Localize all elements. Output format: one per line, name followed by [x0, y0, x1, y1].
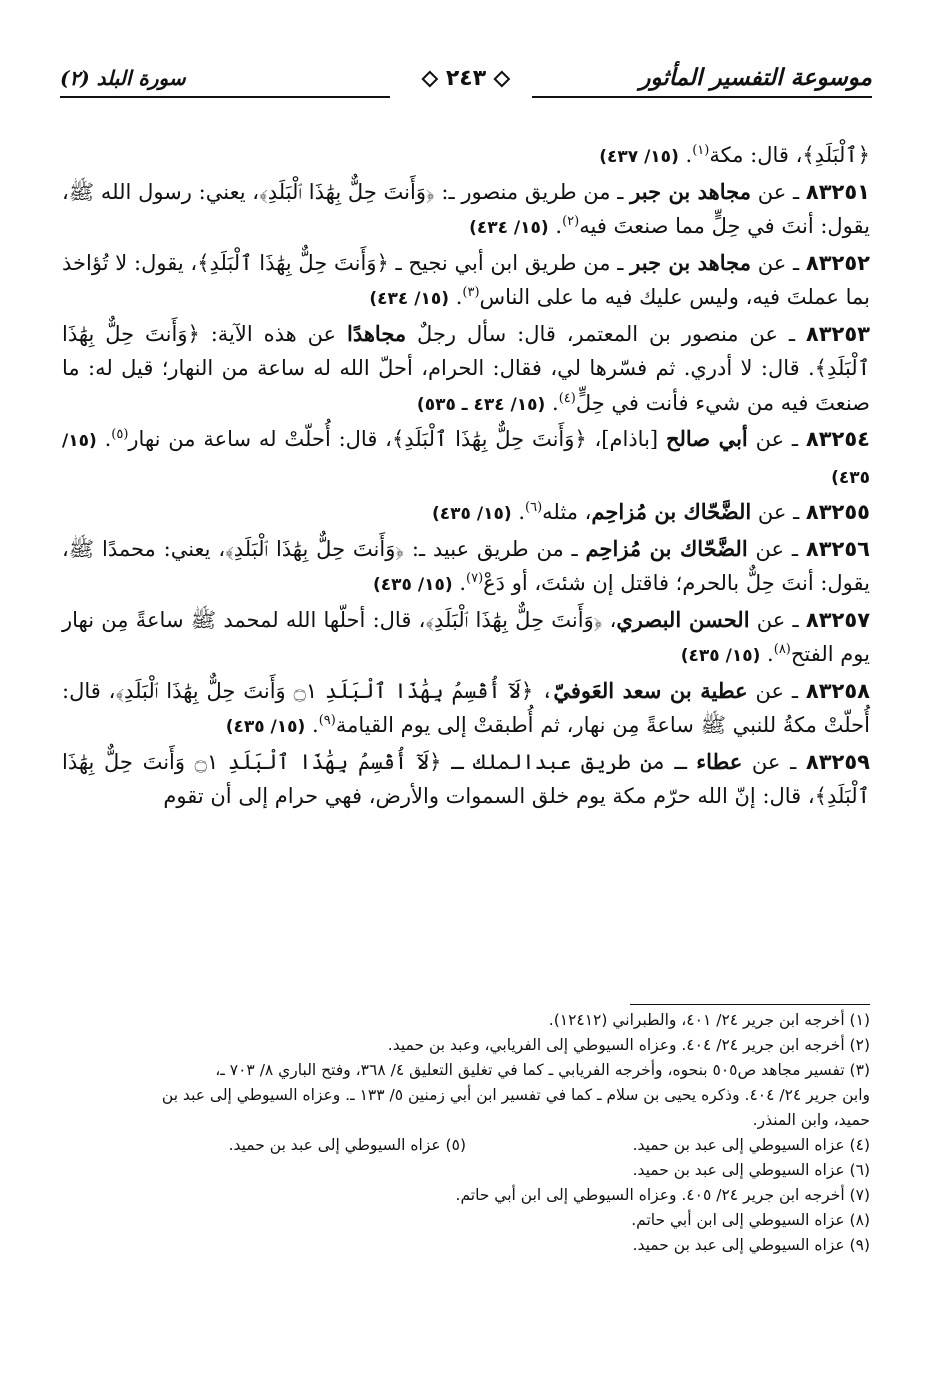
entry-text: ، ﴿لَآ أُقْسِمُ بِهَٰذَا ٱلْبَلَدِ ۝١ وَأَنتَ حِلٌّ بِهَٰذَا ٱلْبَلَدِ﴾، قال: أُحلّتْ مكةُ للنبي ﷺ ساعةً مِن نهار، ثم أُطبقتْ إلى يوم القيامة — [62, 678, 870, 737]
footnote-continuation: حميد، وابن المنذر. — [752, 1111, 870, 1129]
footnote-ref[interactable]: (٢) — [562, 214, 580, 229]
entry-number: ٨٣٢٥٤ — [805, 427, 870, 451]
entry-pre: ـ عن — [751, 749, 797, 774]
entry-tail: . — [685, 143, 693, 167]
footnote: (٩) عزاه السيوطي إلى عبد بن حميد. — [632, 1236, 870, 1254]
footnote-ref[interactable]: (٧) — [466, 571, 484, 586]
entry-number: ٨٣٢٥٦ — [805, 536, 870, 561]
footnote: (٢) أخرجه ابن جرير ٢٤/ ٤٠٤. وعزاه السيوطي إلى الفريابي، وعبد بن حميد. — [387, 1036, 870, 1054]
footnote: (٧) أخرجه ابن جرير ٢٤/ ٤٠٥. وعزاه السيوطي إلى ابن أبي حاتم. — [455, 1186, 870, 1204]
footnote-pair — [62, 1133, 870, 1158]
entry-number: ٨٣٢٥٢ — [805, 250, 870, 275]
entry-intro — [62, 138, 870, 175]
entry-author: الضَّحّاك بن مُزاحِم — [591, 499, 752, 524]
source-ref: (١٥/ ٤٣٥) — [62, 431, 870, 488]
entry-text: ، ﴿وَأَنتَ حِلٌّ بِهَٰذَا ٱلْبَلَدِ﴾، قال: أحلّها الله لمحمد ﷺ ساعةً مِن نهار يوم الفتح — [62, 607, 870, 666]
footnote-ref[interactable]: (٩) — [318, 713, 336, 728]
entry-pre: ـ عن — [755, 536, 799, 561]
footnote: (١) أخرجه ابن جرير ٢٤/ ٤٠١، والطبراني (١٢٤١٢). — [548, 1011, 870, 1029]
entry-pre: ـ عن — [756, 607, 799, 632]
entry-text: ـ من طريق منصور ـ: ﴿وَأَنتَ حِلٌّ بِهَٰذَا ٱلْبَلَدِ﴾، يعني: رسول الله ﷺ، يقول: أنتَ في حِلٍّ مما صنعتَ فيه — [62, 179, 870, 238]
source-ref: (١٥/ ٤٣٥) — [373, 575, 453, 595]
source-ref: (١٥/ ٤٣٤) — [469, 218, 549, 238]
entry-text: ﴿ٱلْبَلَدِ﴾، قال: مكة — [709, 143, 870, 167]
entry-text: ، مثله — [542, 500, 592, 524]
entry-tail: . — [312, 713, 319, 737]
entry-tail: . — [767, 642, 774, 666]
page-number: ٢٤٣ — [445, 66, 487, 91]
entry-pre: ـ عن — [757, 500, 800, 524]
entry-author: مجاهد بن جبر — [630, 249, 751, 275]
footnotes — [62, 1008, 870, 1258]
entry-author: الحسن البصري — [616, 606, 750, 632]
source-ref: (١٥/ ٤٣٥) — [225, 717, 306, 737]
source-ref: (١٥/ ٤٣٤) — [369, 289, 449, 309]
entry-author: عطية بن سعد العَوفيّ — [553, 677, 748, 703]
entry — [62, 317, 870, 423]
source-ref: (١٥/ ٤٣٥) — [432, 504, 512, 524]
entry-number: ٨٣٢٥٨ — [805, 678, 870, 703]
entry-number: ٨٣٢٥٧ — [805, 607, 871, 632]
entry — [62, 422, 870, 495]
entry-author: عطاء — [696, 748, 743, 774]
entry — [62, 674, 870, 745]
source-ref: (١٥/ ٤٣٧) — [599, 147, 679, 167]
footnote: (٥) عزاه السيوطي إلى عبد بن حميد. — [228, 1136, 466, 1154]
page-header — [60, 62, 872, 102]
entry — [62, 495, 870, 532]
footnote-ref[interactable]: (٥) — [111, 427, 129, 442]
footnote-ref[interactable]: (١) — [692, 143, 710, 158]
entry-number: ٨٣٢٥١ — [805, 179, 870, 204]
footnote-ref[interactable]: (٦) — [525, 500, 543, 515]
entry-author: أبي صالح — [665, 426, 748, 451]
entry-text: عن هذه الآية: ﴿وَأَنتَ حِلٌّ بِهَٰذَا ٱلْبَلَدِ﴾. قال: لا أدري. ثم فسّرها لي، فقال: الحرام، أحلّ الله له ساعة من النهار؛ قيل له: ما صنعتَ فيه من شيء فأنت في حِلٍّ — [62, 321, 870, 415]
entry-tail: . — [555, 214, 563, 238]
entry-number: ٨٣٢٥٥ — [805, 500, 870, 524]
entry-text: ـ من طريق ابن أبي نجيح ـ ﴿وَأَنتَ حِلٌّ بِهَٰذَا ٱلْبَلَدِ﴾، يقول: لا تُؤاخذ بما عملتَ فيه، وليس عليك فيه ما على الناس — [62, 250, 870, 309]
entry — [62, 745, 870, 814]
entry-author: الضَّحّاك بن مُزاحِم — [585, 535, 748, 561]
entry-tail: . — [552, 390, 559, 415]
book-title: موسوعة التفسير المأثور — [639, 64, 872, 91]
entry-tail: . — [455, 285, 463, 309]
entry-pre: ـ عن — [755, 678, 799, 703]
footnote-ref[interactable]: (٣) — [462, 285, 480, 300]
header-rule — [60, 96, 390, 98]
footnote: (٣) تفسير مجاهد ص٥٠٥ بنحوه، وأخرجه الفريابي ـ كما في تغليق التعليق ٤/ ٣٦٨، وفتح الباري ٨/ ٧٠٣ ـ، — [215, 1061, 870, 1079]
entry-number: ٨٣٢٥٩ — [805, 749, 870, 774]
entry — [62, 175, 870, 246]
footnote: (٨) عزاه السيوطي إلى ابن أبي حاتم. — [631, 1211, 870, 1229]
main-text — [62, 138, 870, 814]
footnote-separator — [630, 1004, 870, 1005]
entry-pre: ـ عن — [755, 427, 799, 451]
ornament-icon — [421, 71, 438, 88]
entry-tail: . — [459, 571, 466, 595]
entry-author: مجاهد بن جبر — [630, 178, 751, 204]
entry-tail: . — [518, 500, 525, 524]
source-ref: (١٥/ ٤٣٥) — [680, 646, 761, 666]
entry-pre: ـ عن — [757, 250, 800, 275]
footnote: (٤) عزاه السيوطي إلى عبد بن حميد. — [632, 1136, 870, 1154]
surah-title: سورة البلد (٢) — [60, 66, 186, 90]
source-ref: (١٥/ ٤٣٤ ـ ٥٣٥) — [416, 394, 546, 415]
ornament-icon — [494, 71, 511, 88]
entry — [62, 532, 870, 603]
header-rule — [532, 96, 872, 98]
entry-pre: ـ عن — [757, 179, 800, 204]
entry-pre: ـ عن منصور بن المعتمر، قال: سأل رجلٌ — [417, 321, 795, 346]
footnote-continuation: وابن جرير ٢٤/ ٤٠٤. وذكره يحيى بن سلام ـ كما في تفسير ابن أبي زمنين ٥/ ١٣٣ ـ. وعزاه السيوطي إلى عبد بن — [161, 1086, 870, 1104]
footnote: (٦) عزاه السيوطي إلى عبد بن حميد. — [632, 1161, 870, 1179]
page-number-group — [414, 66, 518, 91]
entry-number: ٨٣٢٥٣ — [805, 321, 870, 346]
entry-text: [باذام]، ﴿وَأَنتَ حِلٌّ بِهَٰذَا ٱلْبَلَدِ﴾، قال: أُحلّتْ له ساعة من نهار — [128, 427, 659, 451]
entry-tail: . — [104, 427, 112, 451]
footnote-ref[interactable]: (٨) — [773, 642, 791, 657]
entry — [62, 603, 870, 674]
footnote-ref[interactable]: (٤) — [558, 390, 576, 406]
entry-text: ـ من طريق عبدالملك ـ ﴿لَآ أُقْسِمُ بِهَٰذَا ٱلْبَلَدِ ۝١ وَأَنتَ حِلٌّ بِهَٰذَا ٱلْبَلَدِ﴾، قال: إنّ الله حرّم مكة يوم خلق السموات والأرض، فهي حرام إلى أن تقوم — [62, 749, 870, 808]
entry-author: مجاهدًا — [347, 320, 407, 346]
entry — [62, 246, 870, 317]
entry-text: ـ من طريق عبيد ـ: ﴿وَأَنتَ حِلٌّ بِهَٰذَا ٱلْبَلَدِ﴾، يعني: محمدًا ﷺ، يقول: أنتَ حِلٌّ بالحرم؛ فاقتل إن شئتَ، أو دَعْ — [62, 536, 870, 595]
